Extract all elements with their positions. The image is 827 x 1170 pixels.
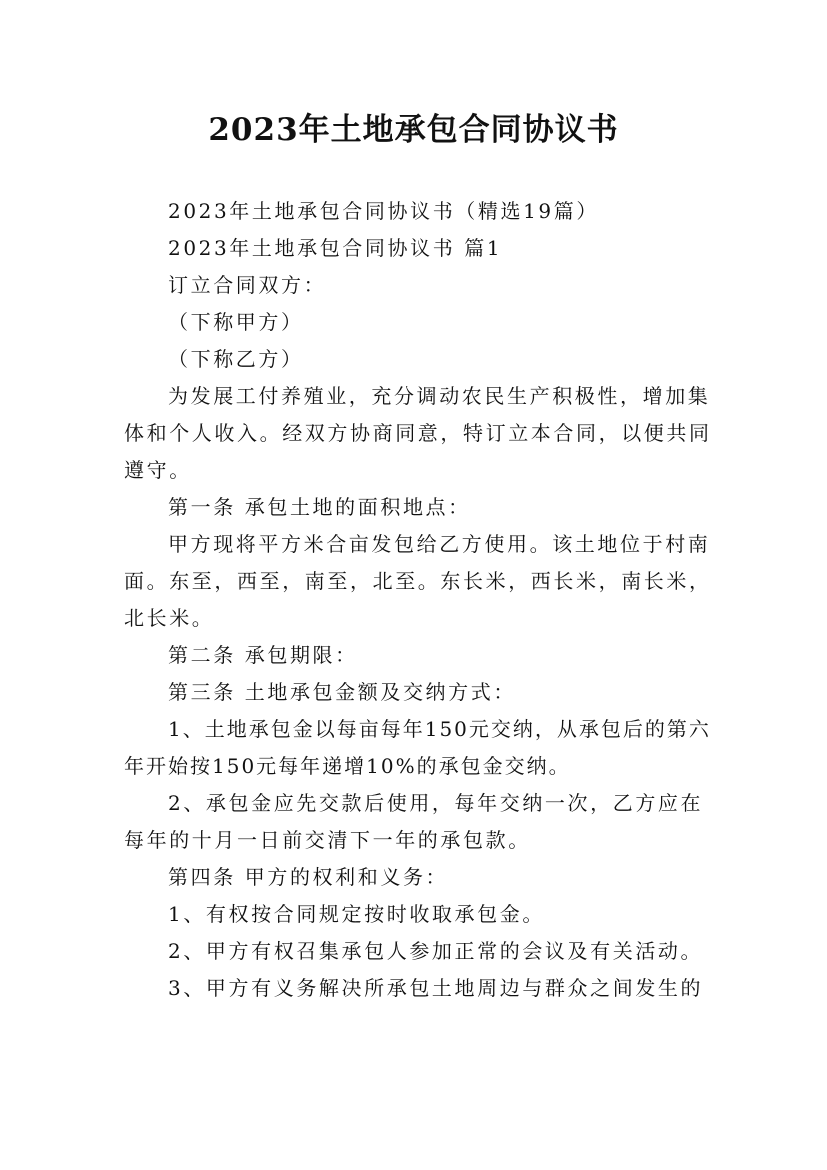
paragraph-article-2-heading: 第二条 承包期限： — [168, 643, 358, 667]
document-body — [124, 193, 714, 1007]
paragraph-article-1-body: 甲方现将平方米合亩发包给乙方使用。该土地位于村南面。东至，西至，南至，北至。东长米，西长米，南长米，北长米。 — [124, 532, 712, 630]
paragraph-article-4-item-3: 3、甲方有义务解决所承包土地周边与群众之间发生的 — [168, 976, 704, 1000]
paragraph-article-4-item-2: 2、甲方有权召集承包人参加正常的会议及有关活动。 — [168, 939, 704, 963]
paragraph-article-3-item-1: 1、土地承包金以每亩每年150元交纳，从承包后的第六年开始按150元每年递增10%的承包金交纳。 — [124, 717, 711, 778]
document-title: 2023年土地承包合同协议书 — [208, 112, 619, 148]
paragraph-subtitle: 2023年土地承包合同协议书（精选19篇） — [168, 199, 599, 223]
paragraph-article-3-item-2: 2、承包金应先交款后使用，每年交纳一次，乙方应在每年的十月一日前交清下一年的承包款。 — [124, 791, 704, 852]
paragraph-party-b: （下称乙方） — [168, 347, 304, 371]
paragraph-parties-label: 订立合同双方： — [168, 273, 327, 297]
paragraph-article-1-heading: 第一条 承包土地的面积地点： — [168, 495, 471, 519]
paragraph-section-heading: 2023年土地承包合同协议书 篇1 — [168, 236, 503, 260]
paragraph-article-3-heading: 第三条 土地承包金额及交纳方式： — [168, 680, 516, 704]
paragraph-purpose: 为发展工付养殖业，充分调动农民生产积极性，增加集体和个人收入。经双方协商同意，特订立本合同，以便共同遵守。 — [124, 384, 712, 482]
paragraph-article-4-item-1: 1、有权按合同规定按时收取承包金。 — [168, 902, 545, 926]
paragraph-article-4-heading: 第四条 甲方的权利和义务： — [168, 865, 449, 889]
paragraph-party-a: （下称甲方） — [168, 310, 304, 334]
